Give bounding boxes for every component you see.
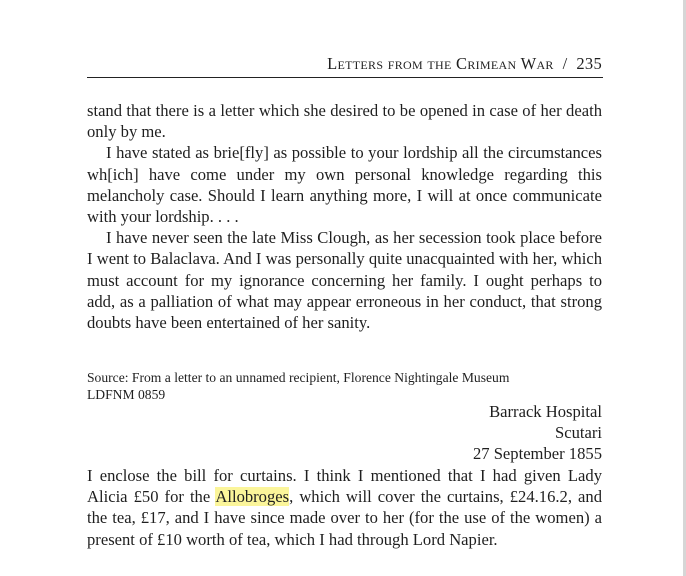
paragraph-statement: I have stated as brie[fly] as possible to your lordship all the circumstances wh[ich] have come under my own personal knowledge regarding this melancholy case. Should I learn anything more, I will at once communicate with your lordship. . . .	[87, 143, 602, 227]
letter-text-after: , which will cover the curtains, £24.16.2, and the tea, £17, and I have since made over to her (for the use of the women) a present of £10 worth of tea, which I had through Lord Napier.	[87, 487, 602, 549]
paragraph-continuation: stand that there is a letter which she desired to be opened in case of her death only by me.	[87, 101, 602, 142]
header-rule	[87, 77, 603, 78]
paragraph-miss-clough: I have never seen the late Miss Clough, as her secession took place before I went to Balaclava. And I was personally quite unacquainted with her, which must account for my ignorance concerning her family. I ought perhaps to add, as a palliation of what may appear erroneous in her conduct, that strong doubts have been entertained of her sanity.	[87, 228, 602, 333]
highlighted-word[interactable]: Allobroges	[215, 487, 290, 507]
running-title: Letters from the Crimean War	[327, 54, 554, 73]
dateline-place-2: Scutari	[554, 423, 602, 443]
header-separator: /	[562, 54, 568, 73]
page-number: 235	[576, 54, 602, 73]
running-header	[87, 54, 602, 74]
source-line-1: Source: From a letter to an unnamed recipient, Florence Nightingale Museum	[87, 370, 510, 385]
source-note	[87, 370, 602, 403]
letter-text-before: I enclose the bill for curtains. I think I mentioned that I had given Lady Alicia £50 for the	[87, 466, 602, 507]
letter-dateline	[87, 401, 602, 465]
source-line-2: LDFNM 0859	[87, 386, 166, 402]
dateline-place-1: Barrack Hospital	[489, 402, 602, 421]
dateline-date: 27 September 1855	[472, 444, 602, 464]
letter-body	[87, 465, 602, 550]
body-text	[87, 100, 602, 333]
